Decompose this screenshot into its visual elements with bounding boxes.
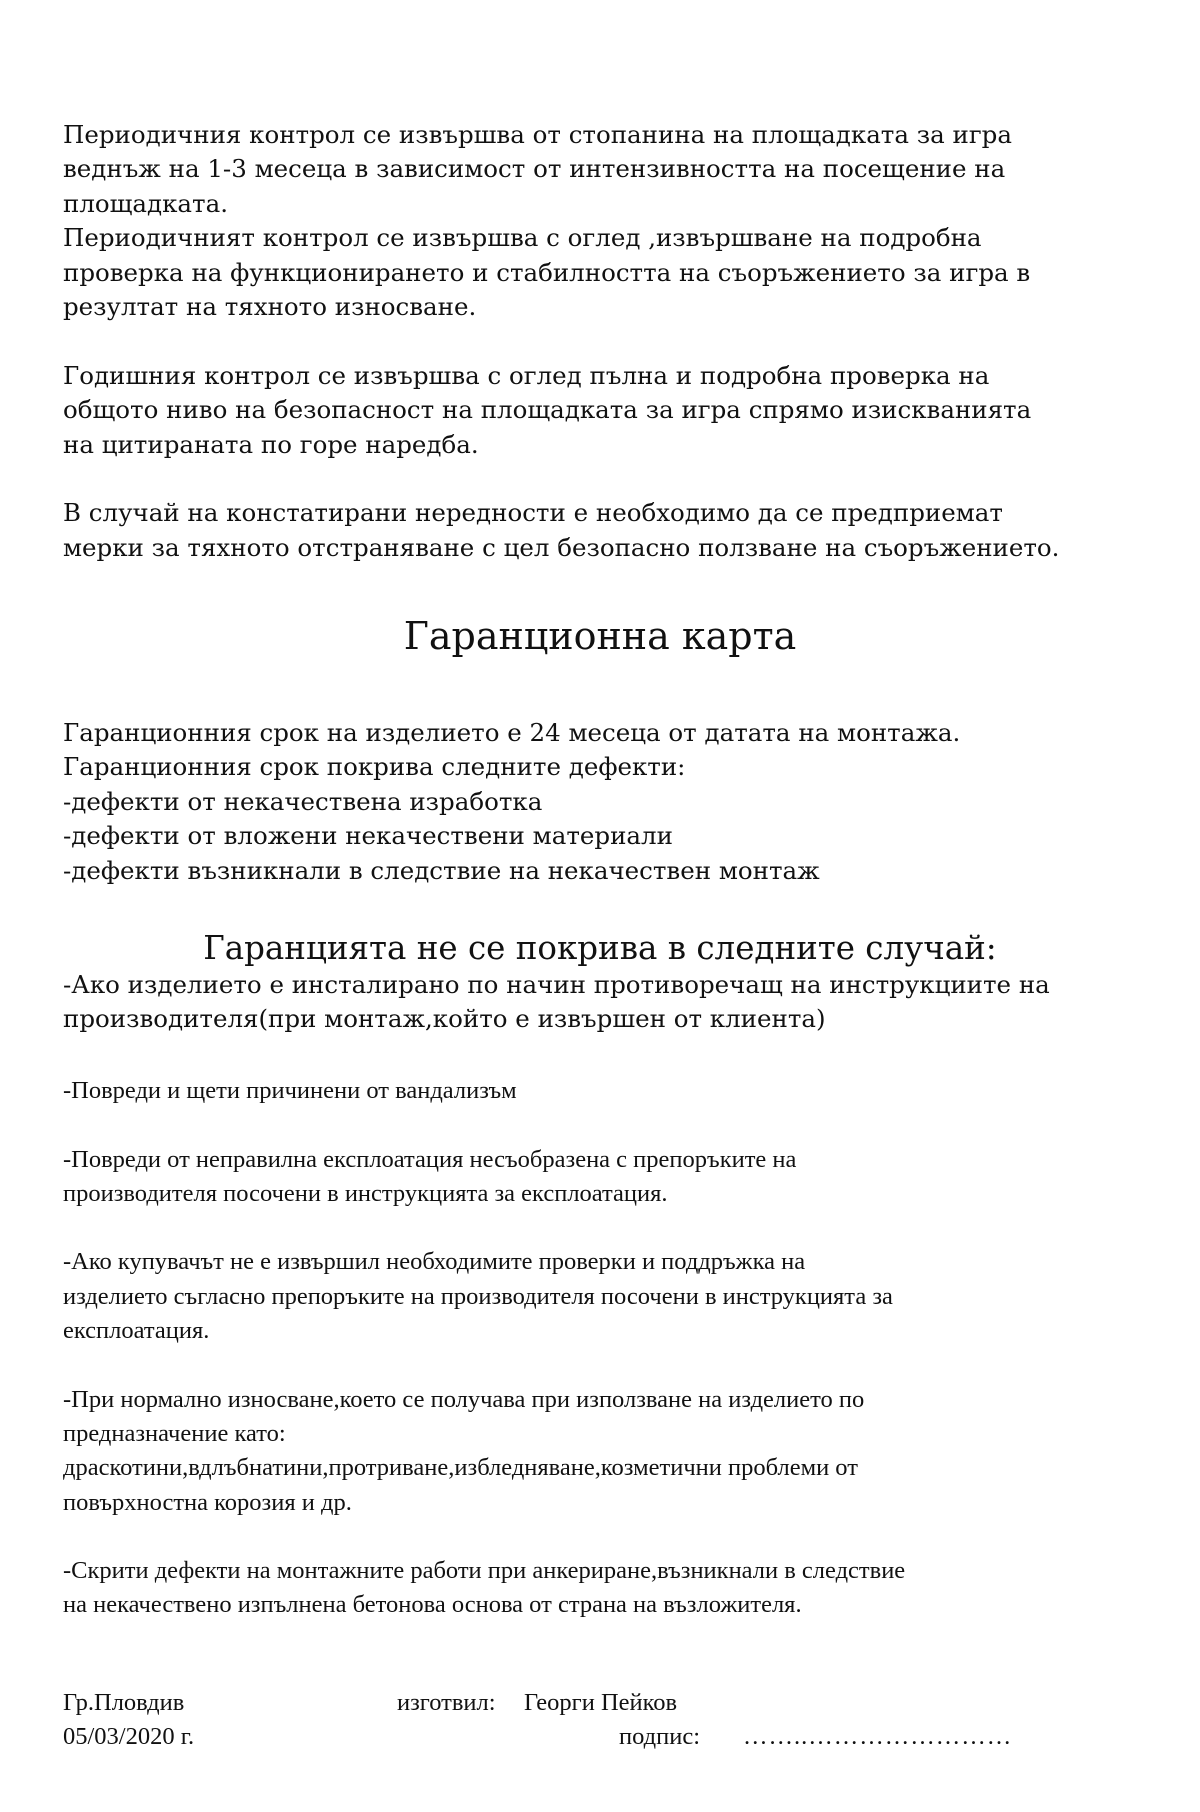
text-line: драскотини,вдлъбнатини,протриване,избледняване,козметични проблеми от: [63, 1454, 858, 1482]
footer-date: 05/03/2020 г.: [63, 1723, 195, 1750]
text-line: -Ако изделието е инсталирано по начин противоречащ на инструкциите на: [63, 970, 1050, 999]
paragraph-gap: [63, 1108, 1143, 1142]
paragraph-gap: [63, 1520, 1143, 1554]
prepared-by-name: Георги Пейков: [524, 1689, 678, 1716]
text-line: на цитираната по горе наредба.: [63, 429, 479, 459]
text-line: експлоатация.: [63, 1317, 210, 1345]
paragraph-gap: [63, 1211, 1143, 1245]
list-item: -дефекти от некачествена изработка: [63, 786, 543, 816]
text-line: веднъж на 1-3 месеца в зависимост от интензивността на посещение на: [63, 154, 1006, 184]
text-line: -Скрити дефекти на монтажните работи при анкериране,възникнали в следствие: [63, 1557, 906, 1585]
list-item: -дефекти от вложени некачествени материали: [63, 821, 673, 851]
text-line: предназначение като:: [63, 1419, 286, 1447]
text-line: проверка на функционирането и стабилността на съоръжението за игра в: [63, 257, 1031, 287]
exclusions-intro: [63, 968, 1143, 1037]
warranty-card-title: Гаранционна карта: [403, 614, 797, 658]
text-line: производителя посочени в инструкцията за експлоатация.: [63, 1179, 668, 1207]
text-line: -При нормално износване,което се получава при използване на изделието по: [63, 1385, 865, 1413]
text-line: изделието съгласно препоръките на производителя посочени в инструкцията за: [63, 1282, 893, 1310]
paragraph-gap: [63, 324, 1143, 358]
list-item: -дефекти възникнали в следствие на некачествен монтаж: [63, 855, 820, 885]
paragraph-gap: [63, 462, 1143, 496]
text-line: Годишния контрол се извършва с оглед пълна и подробна проверка на: [63, 360, 990, 390]
exclusions-list: [63, 1074, 1143, 1623]
text-line: Гаранционния срок на изделието е 24 месеца от датата на монтажа.: [63, 718, 961, 747]
signature-label: подпис:: [619, 1723, 701, 1750]
footer-city: Гр.Пловдив: [63, 1689, 185, 1716]
prepared-by-label: изготвил:: [397, 1689, 496, 1716]
text-line: резултат на тяхното износване.: [63, 292, 477, 322]
text-line: общото ниво на безопасност на площадката за игра спрямо изискванията: [63, 395, 1032, 425]
exclusions-title: Гаранцията не се покрива в следните случай:: [203, 929, 997, 967]
text-line: производителя(при монтаж,който е извършен от клиента): [63, 1004, 826, 1034]
text-line: Периодичният контрол се извършва с оглед ,извършване на подробна: [63, 223, 982, 253]
text-line: площадката.: [63, 188, 228, 218]
text-line: -Ако купувачът не е извършил необходимите проверки и поддръжка на: [63, 1248, 806, 1276]
text-line: повърхностна корозия и др.: [63, 1488, 352, 1516]
text-line: В случай на констатирани нередности е необходимо да се предприемат: [63, 498, 1003, 528]
text-line: -Повреди и щети причинени от вандализъм: [63, 1077, 517, 1104]
text-line: на некачествено изпълнена бетонова основа от страна на възложителя.: [63, 1591, 802, 1619]
text-line: -Повреди от неправилна експлоатация несъобразена с препоръките на: [63, 1145, 797, 1173]
text-line: мерки за тяхното отстраняване с цел безопасно ползване на съоръжението.: [63, 532, 1060, 562]
paragraph-gap: [63, 1348, 1143, 1382]
text-line: Периодичния контрол се извършва от стопанина на площадката за игра: [63, 120, 1012, 149]
warranty-section: [63, 716, 1143, 888]
signature-line: ……..……………………: [743, 1723, 1013, 1750]
inspection-section: [63, 118, 1143, 565]
text-line: Гаранционния срок покрива следните дефекти:: [63, 752, 686, 782]
